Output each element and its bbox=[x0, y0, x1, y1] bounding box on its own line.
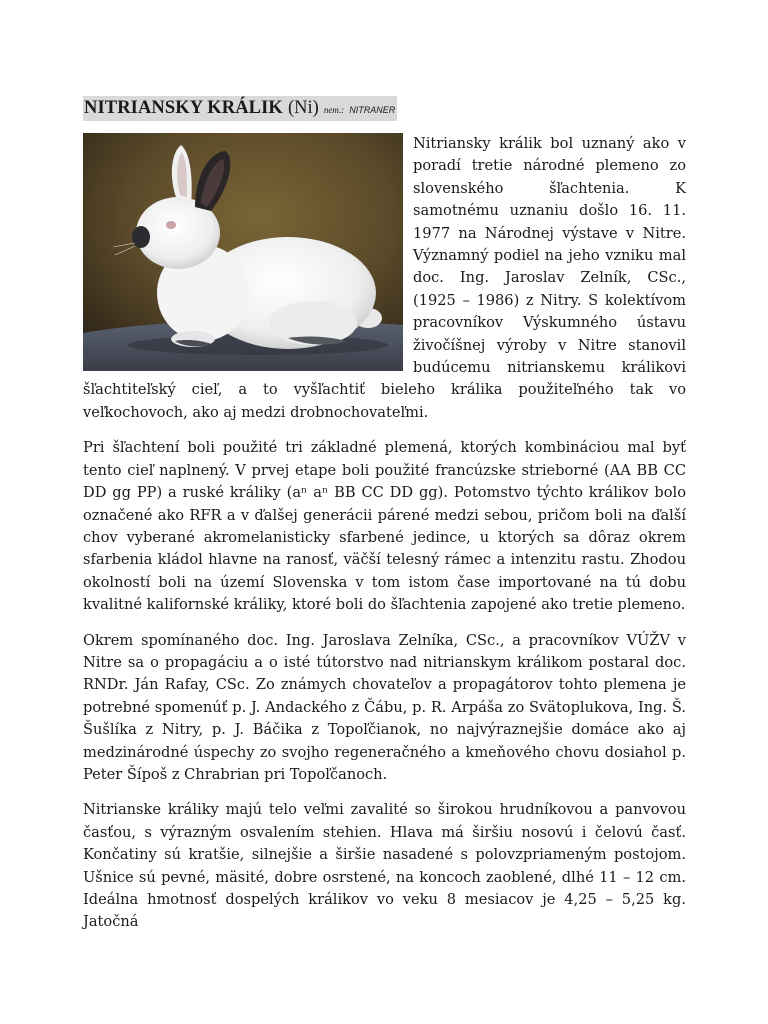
title-german-name: NITRANER bbox=[349, 105, 396, 115]
page-title bbox=[83, 96, 397, 121]
document-page bbox=[83, 96, 686, 934]
paragraph-promoters: Okrem spomínaného doc. Ing. Jaroslava Zelníka, CSc., a pracovníkov VÚŽV v Nitre sa o propagáciu a o isté tútorstvo nad nitrianskym králikom postaral doc. RNDr. Ján Rafay, CSc. Zo známych chovateľov a propagátorov tohto plemena je potrebné spomenúť p. J. Andackého z Čábu, p. R. Arpáša zo Svätoplukova, Ing. Š. Šušlíka z Nitry, p. J. Báčika z Topoľčianok, no najvýraznejšie domáce ako aj medzinárodné úspechy zo svojho regeneračného a kmeňového chovu dosiahol p. Peter Šípoš z Chrabrian pri Topoľčanoch. bbox=[83, 631, 686, 783]
rabbit-photo bbox=[83, 133, 403, 371]
title-german-label: nem.: bbox=[323, 105, 345, 115]
paragraph-intro: Nitriansky králik bol uznaný ako v poradí tretie národné plemeno zo slovenského šľachtenia. K samotnému uznaniu došlo 16. 11. 1977 na Národnej výstave v Nitre. Významný podiel na jeho vzniku mal doc. Ing. Jaroslav Zelník, CSc., (1925 – 1986) z Nitry. S kolektívom pracovníkov Výskumného ústavu živočíšnej výroby v Nitre stanovil budúcemu nitrianskemu králikovi šľachtiteľský cieľ, a to vyšľachtiť bieleho králika použiteľného tak vo veľkochovoch, ako aj medzi drobnochovateľmi. bbox=[83, 135, 686, 421]
paragraph-characteristics: Nitrianske králiky majú telo veľmi zavalité so širokou hrudníkovou a panvovou časťou, s výrazným osvalením stehien. Hlava má širšiu nosovú i čelovú časť. Končatiny sú kratšie, silnejšie a širšie nasadené s polovzpriameným postojom. Ušnice sú pevné, mäsité, dobre osrstené, na koncoch zaoblené, dlhé 11 – 12 cm. Ideálna hmotnosť dospelých králikov vo veku 8 mesiacov je 4,25 – 5,25 kg. Jatočná bbox=[83, 801, 686, 931]
paragraph-breeding: Pri šľachtení boli použité tri základné plemená, ktorých kombináciou mal byť tento cieľ naplnený. V prvej etape boli použité francúzske strieborné (AA BB CC DD gg PP) a ruské králiky (aⁿ aⁿ BB CC DD gg). Potomstvo týchto králikov bolo označené ako RFR a v ďalšej generácii párené medzi sebou, pričom boli na ďalší chov vyberané akromelanisticky sfarbené jedince, u ktorých sa dôraz okrem sfarbenia kládol hlavne na ranosť, väčší telesný rámec a intenzitu rastu. Zhodou okolností boli na území Slovenska v tom istom čase importované na tú dobu kvalitné kalifornské králiky, ktoré boli do šľachtenia zapojené ako tretie plemeno. bbox=[83, 439, 686, 614]
title-breed-name: NITRIANSKY KRÁLIK bbox=[84, 98, 283, 118]
white-rabbit-with-dark-ears-photo-icon bbox=[83, 133, 403, 371]
title-breed-code: (Ni) bbox=[288, 98, 319, 118]
